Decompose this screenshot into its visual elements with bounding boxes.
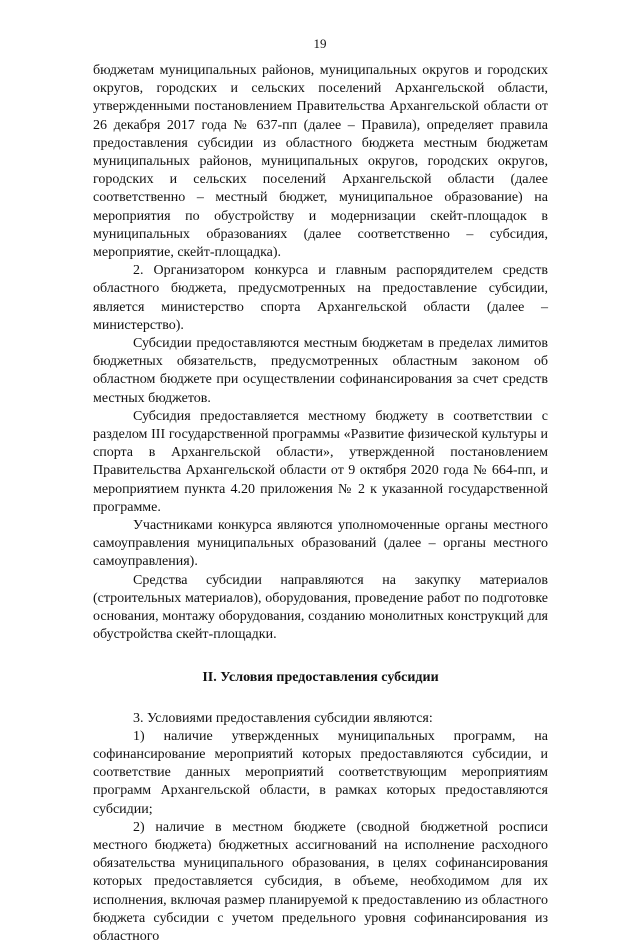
section-heading: II. Условия предоставления субсидии bbox=[202, 669, 439, 685]
paragraph-funds-usage: Средства субсидии направляются на закупку материалов (строительных материалов), оборудования, проведение работ по подготовке основания, монтажу оборудования, созданию монолитных конструкций для обустройства скейт-площадки. bbox=[93, 572, 548, 643]
paragraph-condition-1: 1) наличие утвержденных муниципальных программ, на софинансирование мероприятий которых предоставляются субсидии, и соответствие данных мероприятий соответствующим мероприятиям программ Архангельской области, в рамках которых предоставляются субсидии; bbox=[93, 728, 548, 817]
paragraph-participants: Участниками конкурса являются уполномоченные органы местного самоуправления муниципальных образований (далее – органы местного самоуправления). bbox=[93, 518, 548, 570]
paragraph-budget-limits: Субсидии предоставляются местным бюджетам в пределах лимитов бюджетных обязательств, предусмотренных областным законом об областном бюджете при осуществлении софинансирования за счет средств местных бюджетов. bbox=[93, 336, 548, 406]
paragraph-conditions-intro: 3. Условиями предоставления субсидии являются: bbox=[133, 710, 433, 726]
document-body bbox=[93, 62, 548, 946]
paragraph-condition-2: 2) наличие в местном бюджете (сводной бюджетной росписи местного бюджета) бюджетных ассигнований на исполнение расходного обязательства муниципального образования, в целях софинансирования которых предоставляется субсидия, в объеме, необходимом для их исполнения, включая размер планируемой к предоставлению из областного бюджета субсидии с учетом предельного уровня софинансирования из областного bbox=[93, 819, 548, 944]
paragraph-organizer: 2. Организатором конкурса и главным распорядителем средств областного бюджета, предусмотренных на предоставление субсидии, является министерство спорта Архангельской области (далее – министерство). bbox=[93, 263, 548, 333]
paragraph-state-program: Субсидия предоставляется местному бюджету в соответствии с разделом III государственной программы «Развитие физической культуры и спорта в Архангельской области», утвержденной постановлением Правительства Архангельской области от 9 октября 2020 года № 664-пп, и мероприятием пункта 4.20 приложения № 2 к указанной государственной программе. bbox=[93, 408, 548, 515]
page-number: 19 bbox=[313, 36, 327, 51]
paragraph-continuation: бюджетам муниципальных районов, муниципальных округов и городских округов, городских и сельских поселений Архангельской области, утвержденными постановлением Правительства Архангельской области от 26 декабря 2017 года № 637-пп (далее – Правила), определяет правила предоставления субсидии из областного бюджета местным бюджетам муниципальных районов, муниципальных округов, городских округов, городских и сельских поселений Архангельской области (далее соответственно – местный бюджет, муниципальное образование) на мероприятия по обустройству и модернизации скейт-площадок в муниципальных образованиях (далее соответственно – субсидия, мероприятие, скейт-площадка). bbox=[93, 63, 548, 261]
